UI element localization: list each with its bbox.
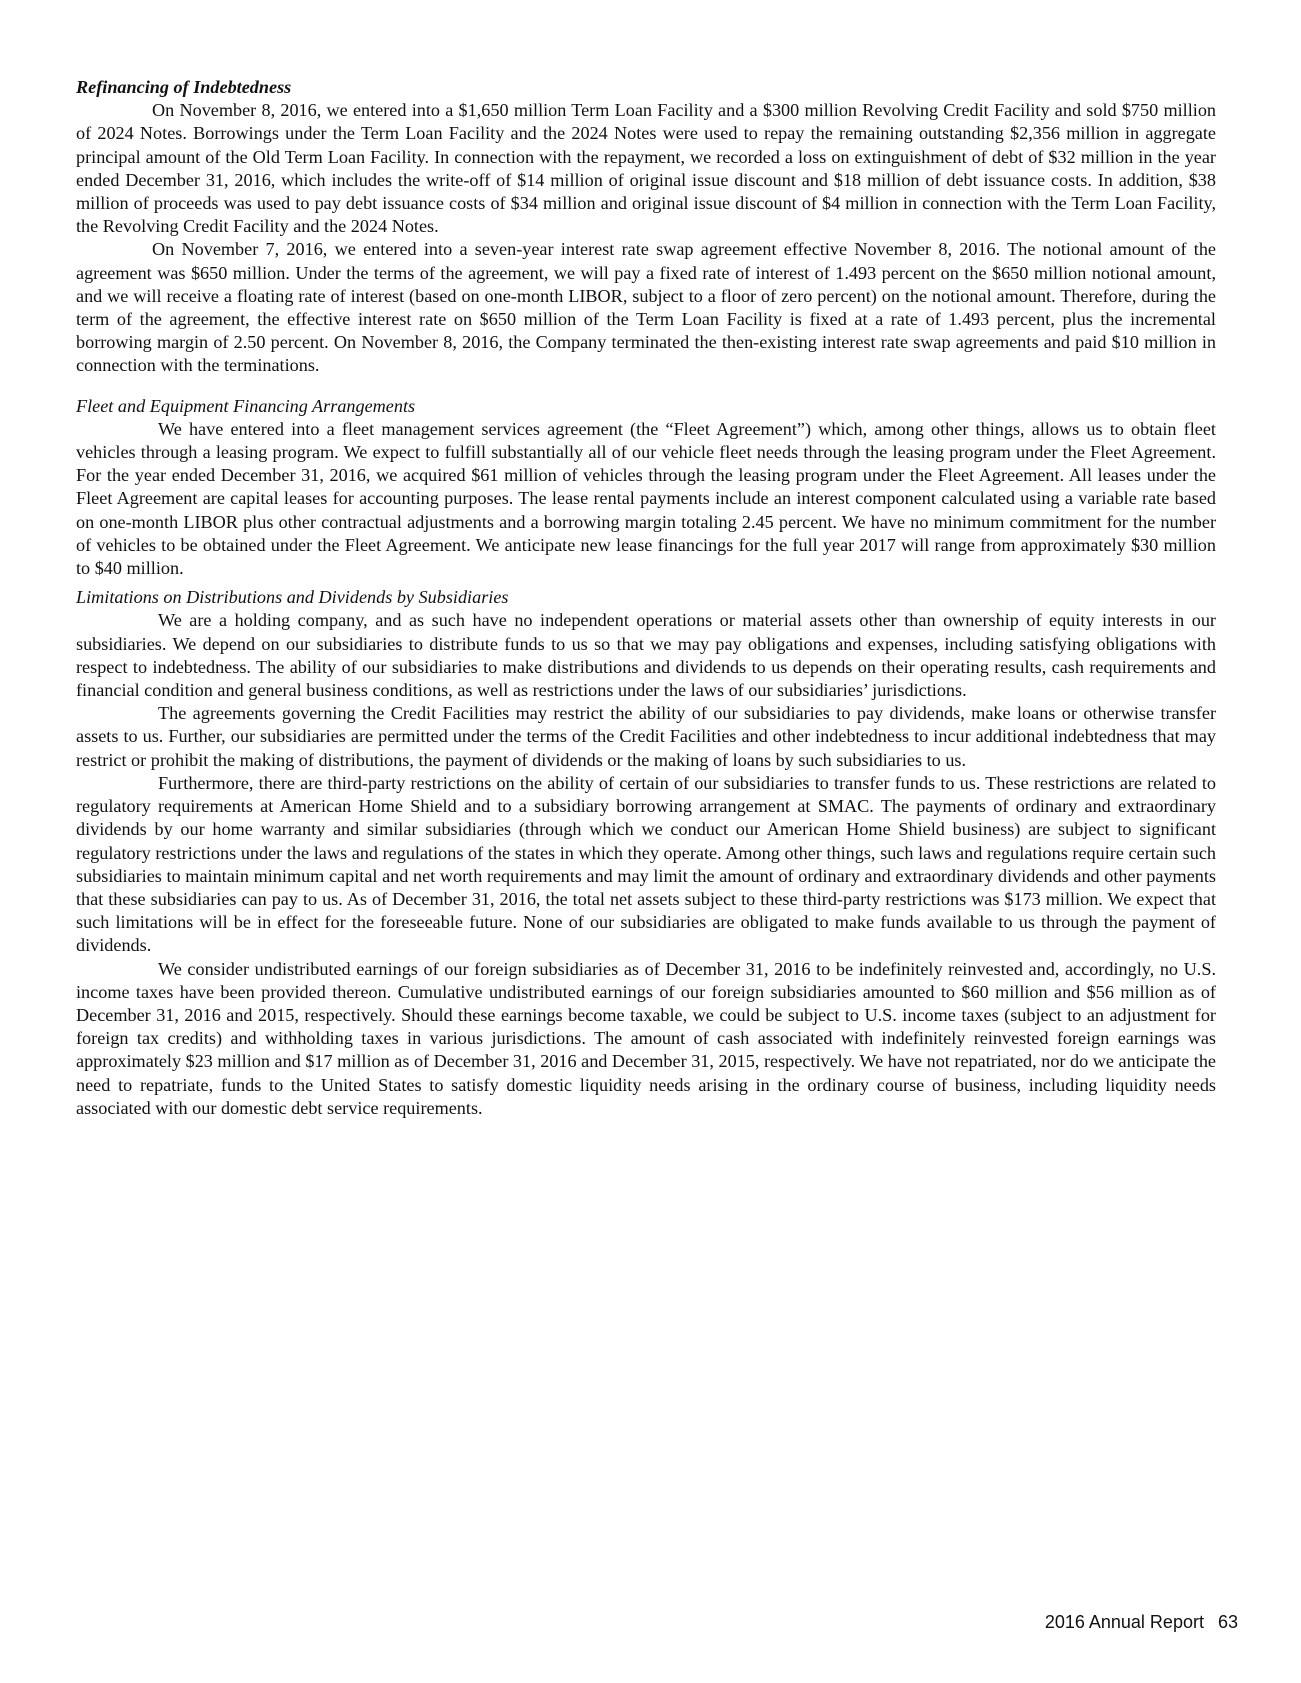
section-heading-fleet: Fleet and Equipment Financing Arrangements [76,395,416,416]
section-heading-refinancing: Refinancing of Indebtedness [76,77,292,97]
page-footer [1045,1611,1238,1633]
paragraph-fleet-1: We have entered into a fleet management services agreement (the “Fleet Agreement”) which, among other things, allows us to obtain fleet vehicles through a leasing program. We expect to fulfill substantially all of our vehicle fleet needs through the leasing program under the Fleet Agreement. For the year ended December 31, 2016, we acquired $61 million of vehicles through the leasing program under the Fleet Agreement. All leases under the Fleet Agreement are capital leases for accounting purposes. The lease rental payments include an interest component calculated using a variable rate based on one-month LIBOR plus other contractual adjustments and a borrowing margin totaling 2.45 percent. We have no minimum commitment for the number of vehicles to be obtained under the Fleet Agreement. We anticipate new lease financings for the full year 2017 will range from approximately $30 million to $40 million. [76,418,1216,579]
paragraph-limitations-3: Furthermore, there are third-party restrictions on the ability of certain of our subsidiaries to transfer funds to us. These restrictions are related to regulatory requirements at American Home Shield and to a subsidiary borrowing arrangement at SMAC. The payments of ordinary and extraordinary dividends by our home warranty and similar subsidiaries (through which we conduct our American Home Shield business) are subject to significant regulatory restrictions under the laws and regulations of the states in which they operate. Among other things, such laws and regulations require certain such subsidiaries to maintain minimum capital and net worth requirements and may limit the amount of ordinary and extraordinary dividends and other payments that these subsidiaries can pay to us. As of December 31, 2016, the total net assets subject to these third-party restrictions was $173 million. We expect that such limitations will be in effect for the foreseeable future. None of our subsidiaries are obligated to make funds available to us through the payment of dividends. [76,772,1216,956]
section-heading-limitations: Limitations on Distributions and Dividends by Subsidiaries [76,587,509,608]
report-label: 2016 Annual Report [1044,1612,1204,1632]
paragraph-refinancing-2: On November 7, 2016, we entered into a seven-year interest rate swap agreement effective November 8, 2016. The notional amount of the agreement was $650 million. Under the terms of the agreement, we will pay a fixed rate of interest of 1.493 percent on the $650 million notional amount, and we will receive a floating rate of interest (based on one-month LIBOR, subject to a floor of zero percent) on the notional amount. Therefore, during the term of the agreement, the effective interest rate on $650 million of the Term Loan Facility is fixed at a rate of 1.493 percent, plus the incremental borrowing margin of 2.50 percent. On November 8, 2016, the Company terminated the then-existing interest rate swap agreements and paid $10 million in connection with the terminations. [76,239,1216,376]
page-number: 63 [1217,1612,1238,1632]
paragraph-limitations-4: We consider undistributed earnings of our foreign subsidiaries as of December 31, 2016 to be indefinitely reinvested and, accordingly, no U.S. income taxes have been provided thereon. Cumulative undistributed earnings of our foreign subsidiaries amounted to $60 million and $56 million as of December 31, 2016 and 2015, respectively. Should these earnings become taxable, we could be subject to U.S. income taxes (subject to an adjustment for foreign tax credits) and withholding taxes in various jurisdictions. The amount of cash associated with indefinitely reinvested foreign earnings was approximately $23 million and $17 million as of December 31, 2016 and December 31, 2015, respectively. We have not repatriated, nor do we anticipate the need to repatriate, funds to the United States to satisfy domestic liquidity needs arising in the ordinary course of business, including liquidity needs associated with our domestic debt service requirements. [76,958,1216,1118]
paragraph-refinancing-1: On November 8, 2016, we entered into a $1,650 million Term Loan Facility and a $300 million Revolving Credit Facility and sold $750 million of 2024 Notes. Borrowings under the Term Loan Facility and the 2024 Notes were used to repay the remaining outstanding $2,356 million in aggregate principal amount of the Old Term Loan Facility. In connection with the repayment, we recorded a loss on extinguishment of debt of $32 million in the year ended December 31, 2016, which includes the write-off of $14 million of original issue discount and $18 million of debt issuance costs. In addition, $38 million of proceeds was used to pay debt issuance costs of $34 million and original issue discount of $4 million in connection with the Term Loan Facility, the Revolving Credit Facility and the 2024 Notes. [76,100,1216,237]
paragraph-limitations-1: We are a holding company, and as such have no independent operations or material assets other than ownership of equity interests in our subsidiaries. We depend on our subsidiaries to distribute funds to us so that we may pay obligations and expenses, including satisfying obligations with respect to indebtedness. The ability of our subsidiaries to make distributions and dividends to us depends on their operating results, cash requirements and financial condition and general business conditions, as well as restrictions under the laws of our subsidiaries’ jurisdictions. [76,610,1216,701]
paragraph-limitations-2: The agreements governing the Credit Facilities may restrict the ability of our subsidiaries to pay dividends, make loans or otherwise transfer assets to us. Further, our subsidiaries are permitted under the terms of the Credit Facilities and other indebtedness to incur additional indebtedness that may restrict or prohibit the making of distributions, the payment of dividends or the making of loans by such subsidiaries to us. [76,703,1216,770]
document-page [76,76,1216,1120]
